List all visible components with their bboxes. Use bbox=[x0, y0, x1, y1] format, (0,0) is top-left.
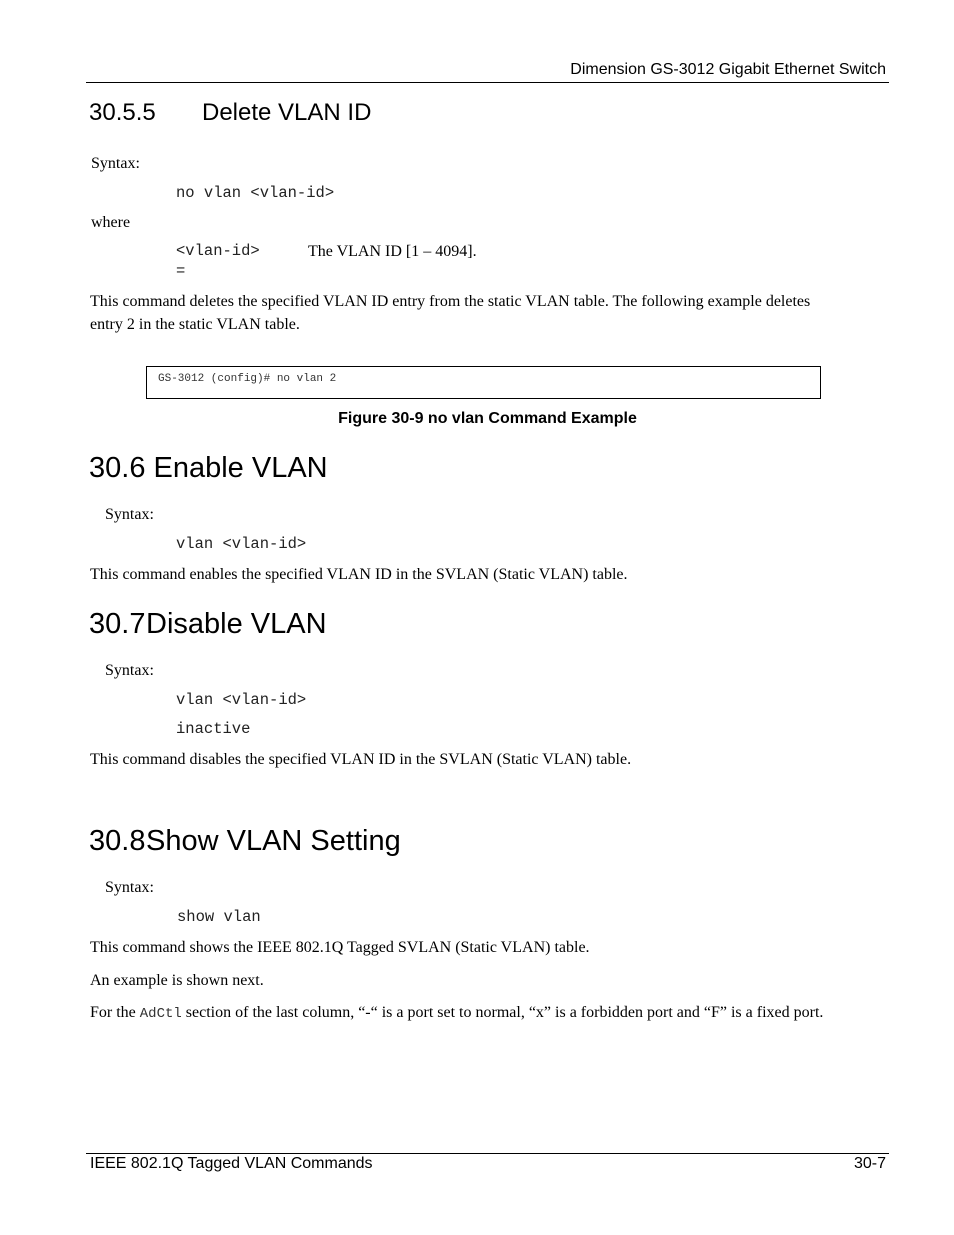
syntax-label: Syntax: bbox=[105, 662, 154, 679]
section-number-30-7: 30.7 bbox=[89, 608, 146, 640]
delete-description-line-1: This command deletes the specified VLAN ID entry from the static VLAN table. The following example deletes bbox=[90, 293, 811, 310]
syntax-label: Syntax: bbox=[105, 879, 154, 896]
adctl-code: AdCtl bbox=[139, 1006, 182, 1022]
footer-page-number: 30-7 bbox=[853, 1155, 886, 1172]
section-number-30-5-5: 30.5.5 bbox=[89, 99, 156, 126]
syntax-code-line-2: inactive bbox=[176, 720, 251, 738]
param-name: <vlan-id> bbox=[176, 242, 260, 260]
enable-description: This command enables the specified VLAN ID in the SVLAN (Static VLAN) table. bbox=[90, 566, 628, 583]
syntax-code-line-1: vlan <vlan-id> bbox=[176, 691, 307, 709]
section-number-30-8: 30.8 bbox=[89, 825, 146, 857]
section-heading-disable-vlan: Disable VLAN bbox=[146, 608, 327, 640]
syntax-code: no vlan <vlan-id> bbox=[176, 184, 335, 202]
section-heading-show-vlan-setting: Show VLAN Setting bbox=[146, 825, 401, 857]
where-label: where bbox=[91, 214, 131, 231]
footer-rule bbox=[86, 1153, 889, 1154]
syntax-label: Syntax: bbox=[105, 506, 154, 523]
section-heading-enable-vlan: 30.6 Enable VLAN bbox=[89, 452, 328, 484]
section-heading-delete-vlan-id: Delete VLAN ID bbox=[202, 99, 372, 126]
footer-chapter-title: IEEE 802.1Q Tagged VLAN Commands bbox=[90, 1155, 373, 1172]
example-note: An example is shown next. bbox=[90, 972, 264, 989]
figure-caption: Figure 30-9 no vlan Command Example bbox=[338, 410, 637, 427]
syntax-code: show vlan bbox=[177, 908, 261, 926]
delete-description-line-2: entry 2 in the static VLAN table. bbox=[90, 316, 300, 333]
param-equals: = bbox=[176, 262, 186, 280]
adctl-paragraph bbox=[90, 1004, 823, 1022]
code-example-box bbox=[146, 366, 821, 399]
adctl-prefix: For the bbox=[90, 1004, 136, 1021]
param-description: The VLAN ID [1 – 4094]. bbox=[308, 243, 477, 260]
running-header: Dimension GS-3012 Gigabit Ethernet Switch bbox=[570, 61, 886, 78]
code-example-text: GS-3012 (config)# no vlan 2 bbox=[158, 373, 337, 385]
adctl-suffix: section of the last column, “-“ is a port set to normal, “x” is a forbidden port and “F” is a fixed port. bbox=[185, 1004, 824, 1021]
header-rule bbox=[86, 82, 889, 83]
show-description: This command shows the IEEE 802.1Q Tagged SVLAN (Static VLAN) table. bbox=[90, 939, 590, 956]
disable-description: This command disables the specified VLAN ID in the SVLAN (Static VLAN) table. bbox=[90, 751, 632, 768]
syntax-code: vlan <vlan-id> bbox=[176, 535, 307, 553]
syntax-label: Syntax: bbox=[91, 155, 140, 172]
